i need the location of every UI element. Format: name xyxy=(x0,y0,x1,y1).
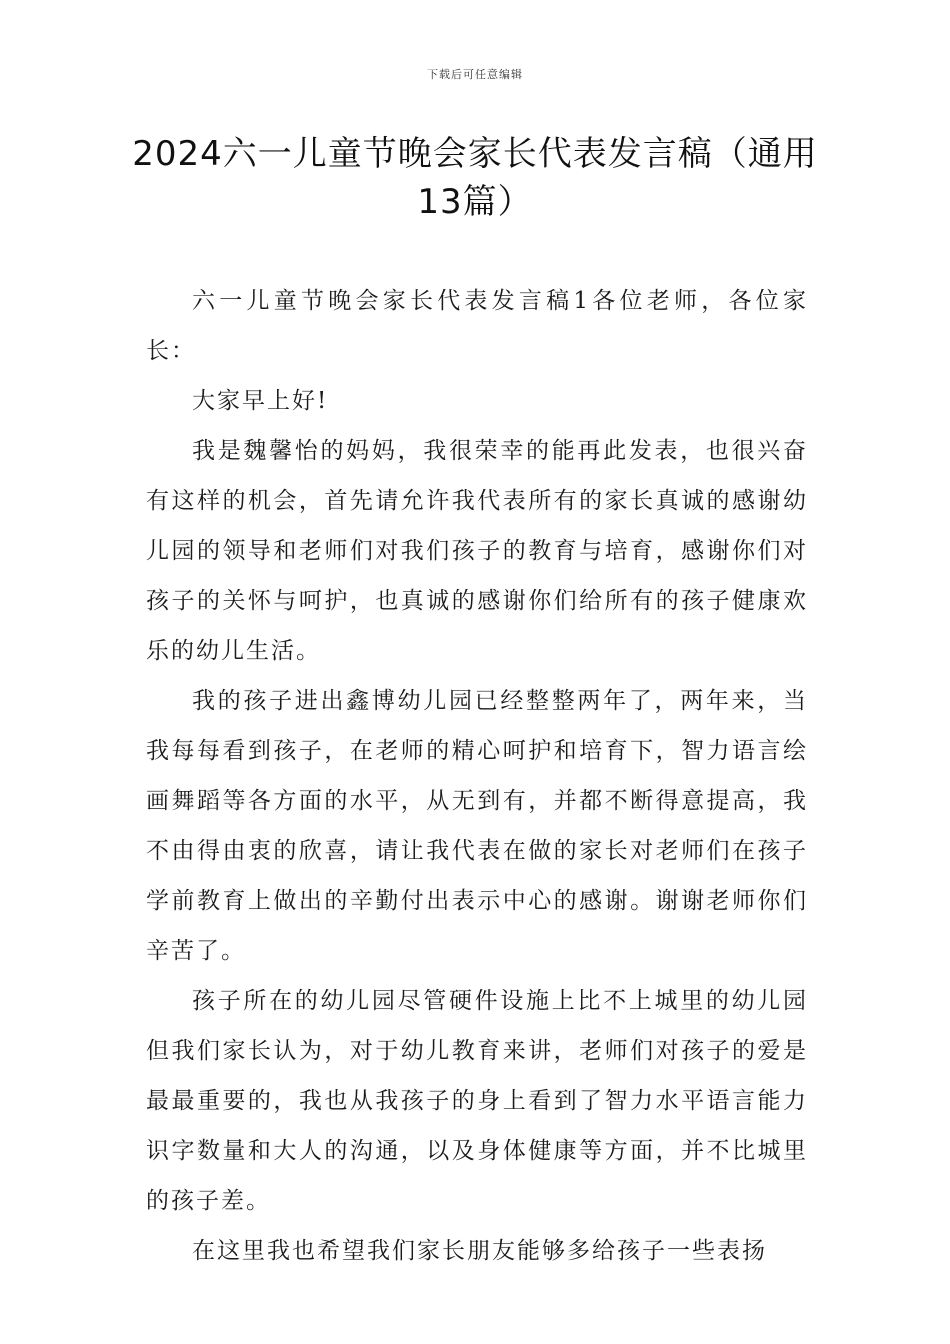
paragraph: 我的孩子进出鑫博幼儿园已经整整两年了，两年来，当我每每看到孩子，在老师的精心呵护和培育下，智力语言绘画舞蹈等各方面的水平，从无到有，并都不断得意提高，我不由得由衷的欣喜，请让我代表在做的家长对老师们在孩子学前教育上做出的辛勤付出表示中心的感谢。谢谢老师你们辛苦了。 xyxy=(146,688,808,964)
header-note: 下载后可任意编辑 xyxy=(427,68,523,81)
paragraph: 孩子所在的幼儿园尽管硬件设施上比不上城里的幼儿园但我们家长认为，对于幼儿教育来讲，老师们对孩子的爱是最最重要的，我也从我孩子的身上看到了智力水平语言能力识字数量和大人的沟通，以及身体健康等方面，并不比城里的孩子差。 xyxy=(146,988,808,1214)
document-title: 2024六一儿童节晚会家长代表发言稿（通用13篇） xyxy=(132,134,818,222)
paragraph: 在这里我也希望我们家长朋友能够多给孩子一些表扬 xyxy=(192,1238,767,1264)
paragraph: 我是魏馨怡的妈妈，我很荣幸的能再此发表，也很兴奋有这样的机会，首先请允许我代表所有的家长真诚的感谢幼儿园的领导和老师们对我们孩子的教育与培育，感谢你们对孩子的关怀与呵护，也真诚的感谢你们给所有的孩子健康欢乐的幼儿生活。 xyxy=(146,438,808,664)
document-body xyxy=(146,276,808,1276)
paragraph: 六一儿童节晚会家长代表发言稿1各位老师，各位家长： xyxy=(146,288,808,364)
paragraph: 大家早上好! xyxy=(192,388,329,414)
